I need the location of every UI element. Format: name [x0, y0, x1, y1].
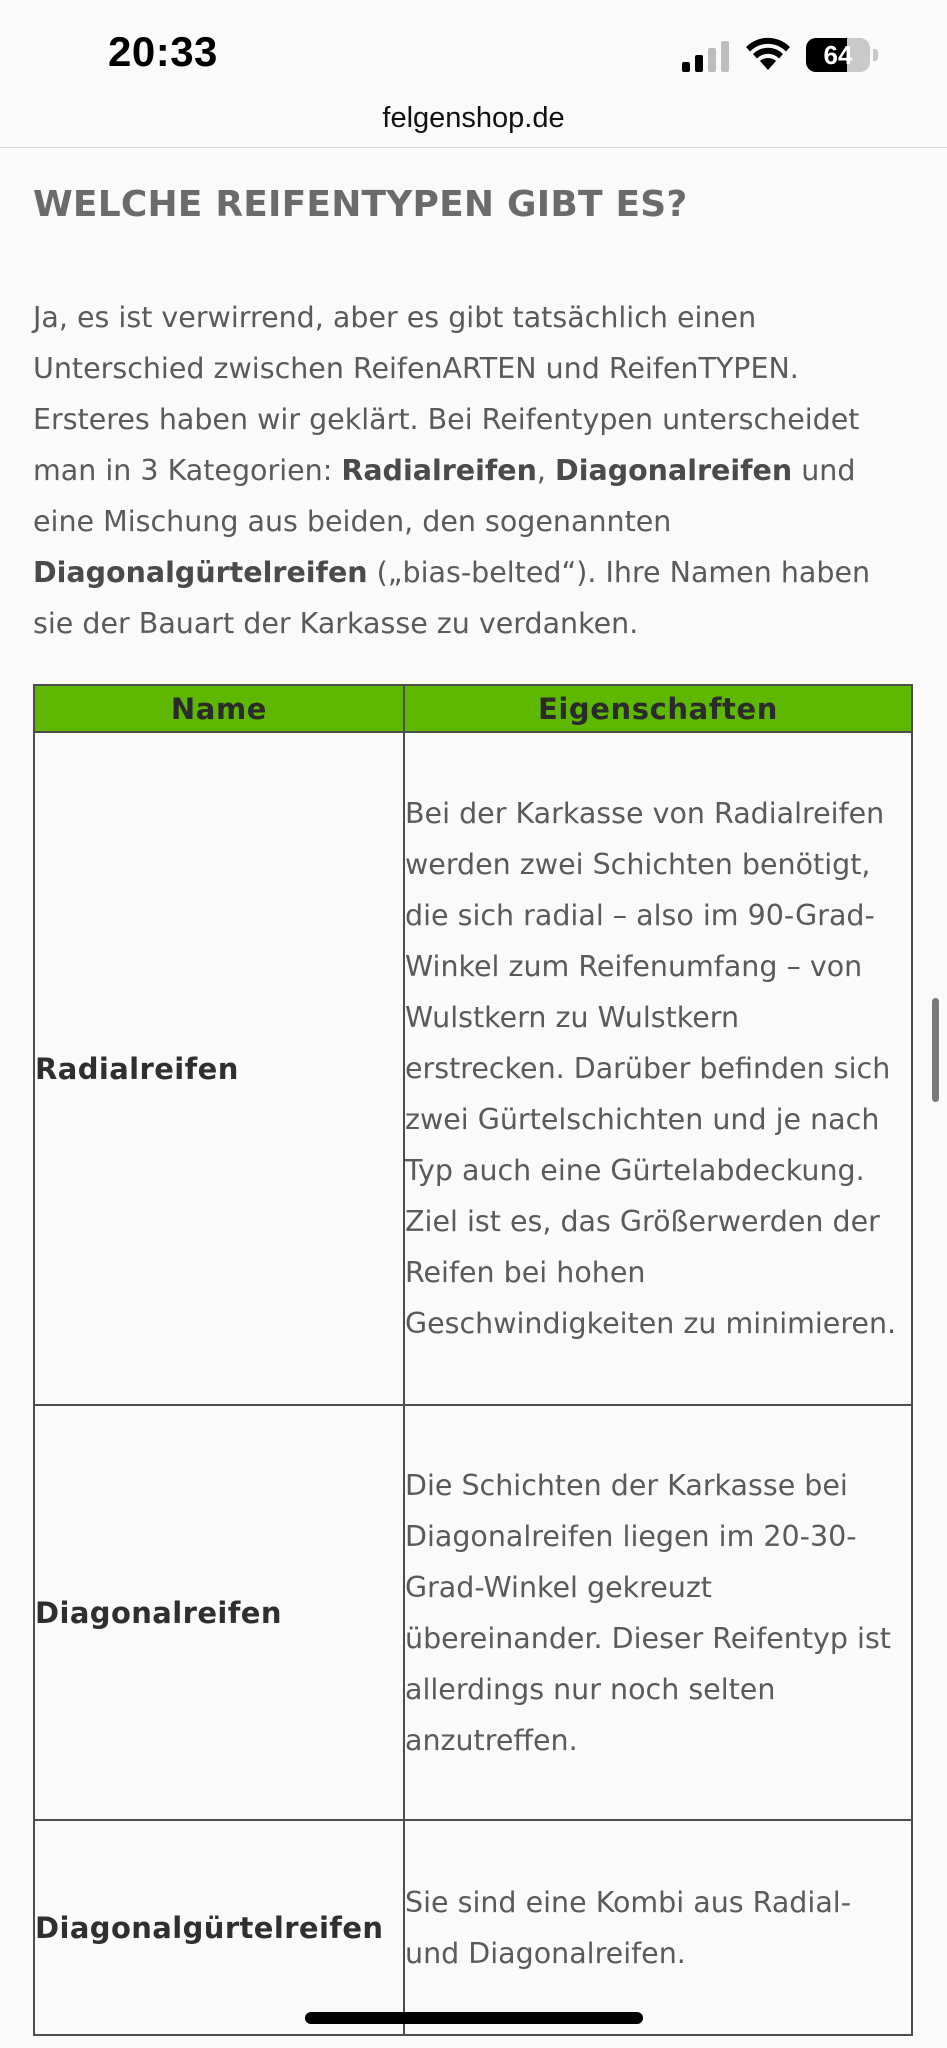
tire-description-cell: Die Schichten der Karkasse bei Diagonalreifen liegen im 20-30-Grad-Winkel gekreuzt übereinander. Dieser Reifentyp ist allerdings nur noch selten anzutreffen. — [404, 1405, 912, 1820]
scrollbar-thumb[interactable] — [932, 998, 939, 1102]
tire-name-cell: Diagonalreifen — [34, 1405, 404, 1820]
status-time: 20:33 — [108, 28, 218, 75]
table-row — [34, 1820, 912, 2035]
intro-text-4: („bias-belted“). Ihre Namen haben sie der Bauart der Karkasse zu verdanken. — [33, 556, 871, 640]
url-text[interactable]: felgenshop.de — [382, 102, 565, 134]
battery-tip — [873, 49, 878, 61]
table-header-row — [34, 685, 912, 732]
battery-percentage: 64 — [823, 40, 853, 70]
signal-icon — [680, 40, 732, 74]
url-divider — [0, 147, 947, 148]
intro-text-3: und eine Mischung aus beiden, den sogenannten — [33, 454, 856, 538]
section-heading: WELCHE REIFENTYPEN GIBT ES? — [33, 184, 688, 225]
intro-text-1: Ja, es ist verwirrend, aber es gibt tatsächlich einen Unterschied zwischen ReifenARTEN und ReifenTYPEN. Ersteres haben wir geklärt. Bei Reifentypen unterscheidet man in 3 Kategorien: — [33, 301, 860, 487]
intro-bold-diagonalguertelreifen: Diagonalgürtelreifen — [33, 556, 368, 589]
table-header-name: Name — [34, 685, 404, 732]
tire-description-cell: Bei der Karkasse von Radialreifen werden zwei Schichten benötigt, die sich radial – also im 90-Grad-Winkel zum Reifenumfang – von Wulstkern zu Wulstkern erstrecken. Darüber befinden sich zwei Gürtelschichten und je nach Typ auch eine Gürtelabdeckung. Ziel ist es, das Größerwerden der Reifen bei hohen Geschwindigkeiten zu minimieren. — [404, 732, 912, 1405]
intro-paragraph — [33, 292, 913, 649]
url-bar[interactable] — [0, 100, 947, 148]
tire-description-cell: Sie sind eine Kombi aus Radial- und Diagonalreifen. — [404, 1820, 912, 2035]
battery-body — [806, 38, 870, 72]
wifi-icon — [744, 36, 792, 72]
table-row — [34, 1405, 912, 1820]
tire-name-cell: Diagonalgürtelreifen — [34, 1820, 404, 2035]
intro-bold-diagonalreifen: Diagonalreifen — [555, 454, 793, 487]
tire-name-cell: Radialreifen — [34, 732, 404, 1405]
battery-icon — [806, 38, 878, 74]
table-row — [34, 732, 912, 1405]
table-header-properties: Eigenschaften — [404, 685, 912, 732]
tire-types-table — [33, 684, 913, 2036]
home-indicator[interactable] — [305, 2012, 643, 2024]
intro-text-2: , — [536, 454, 556, 487]
status-bar — [0, 0, 947, 100]
intro-bold-radialreifen: Radialreifen — [341, 454, 537, 487]
